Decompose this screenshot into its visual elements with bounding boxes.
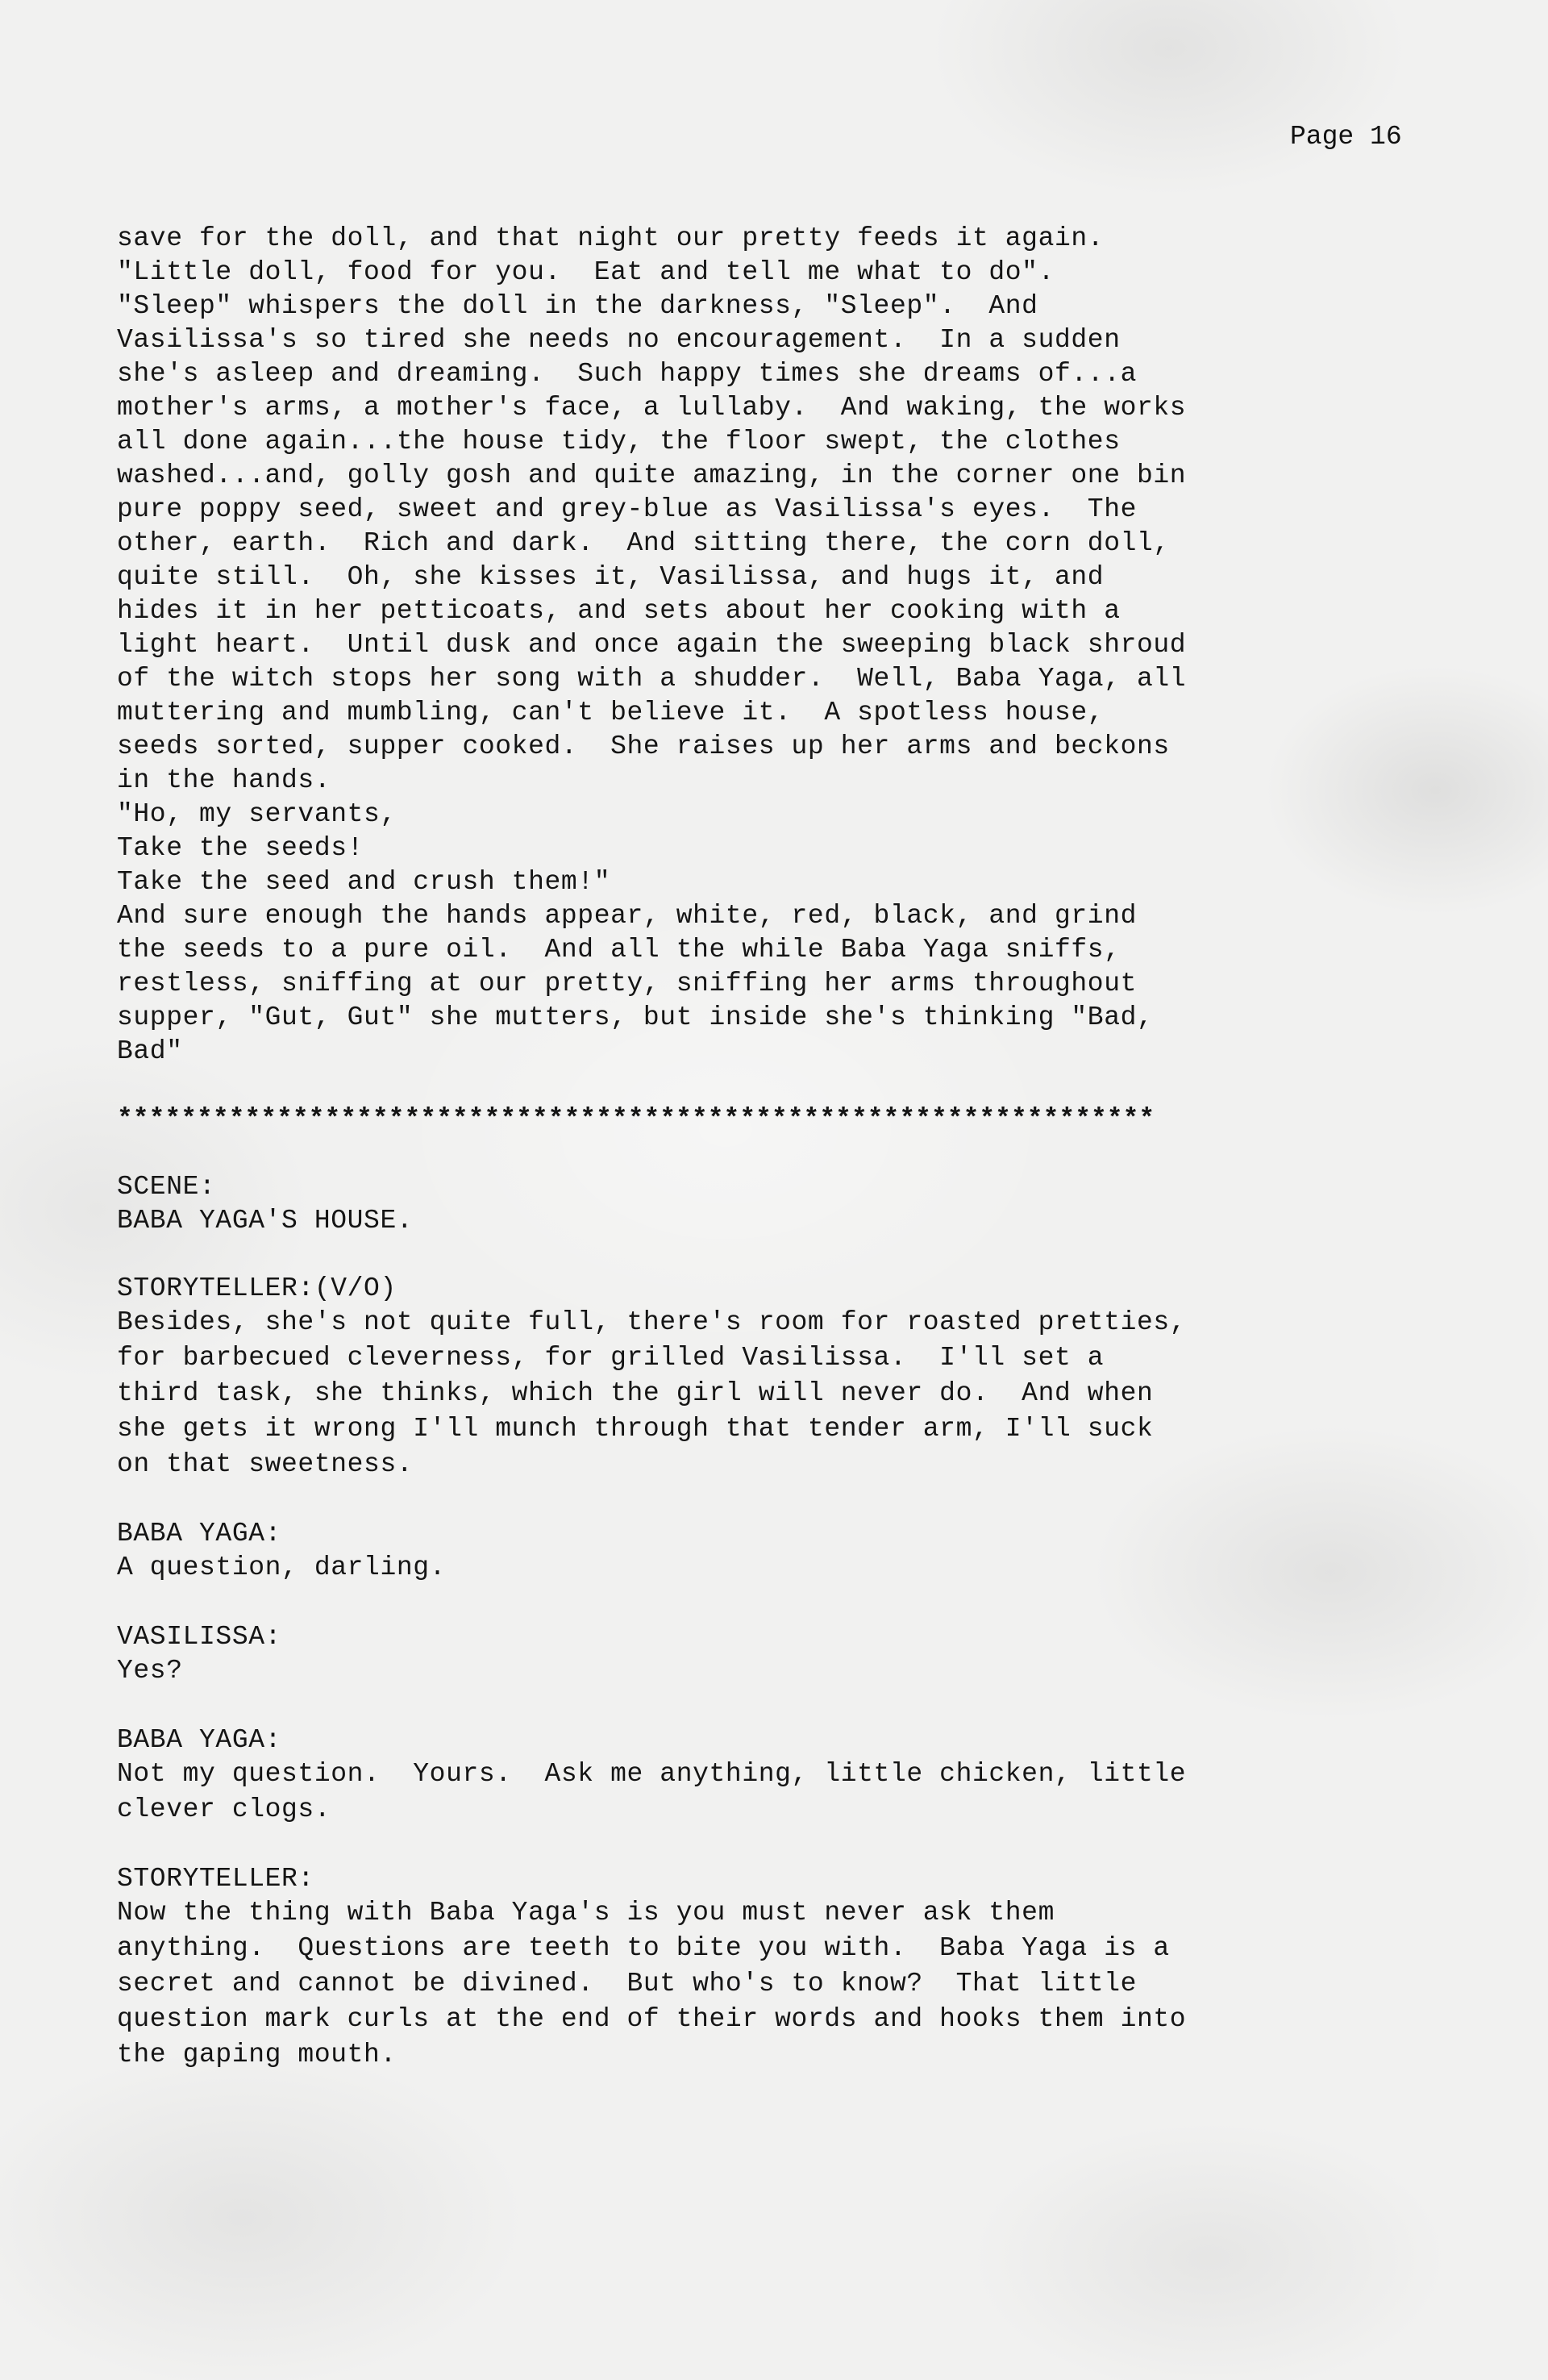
dialogue-line: Not my question. Yours. Ask me anything, little chicken, little: [117, 1759, 1187, 1789]
spacer: [117, 1238, 1455, 1272]
narrative-line: pure poppy seed, sweet and grey-blue as Vasilissa's eyes. The: [117, 494, 1137, 524]
narrative-line: the seeds to a pure oil. And all the while Baba Yaga sniffs,: [117, 935, 1121, 965]
narrative-line: washed...and, golly gosh and quite amazing, in the corner one bin: [117, 461, 1187, 490]
scene-location: BABA YAGA'S HOUSE.: [117, 1206, 414, 1236]
narrative-line: she's asleep and dreaming. Such happy times she dreams of...a: [117, 359, 1137, 389]
dialogue-line: question mark curls at the end of their words and hooks them into: [117, 2004, 1187, 2034]
dialogue-line: third task, she thinks, which the girl will never do. And when: [117, 1378, 1154, 1408]
narrative-line: "Little doll, food for you. Eat and tell me what to do".: [117, 257, 1055, 287]
scene-divider: *****************************************************************: [117, 1104, 1155, 1134]
spacer: [117, 1690, 1455, 1724]
speaker-name: BABA YAGA:: [117, 1725, 282, 1755]
narrative-line: mother's arms, a mother's face, a lullaby. And waking, the works: [117, 393, 1187, 423]
speaker-name: STORYTELLER:: [117, 1864, 314, 1894]
dialogue-block: [117, 1724, 1455, 1828]
scene-block: [117, 1170, 1455, 1238]
narrative-line: Take the seeds!: [117, 833, 364, 863]
dialogue-block: [117, 1272, 1455, 1483]
narrative-block: [117, 222, 1455, 1069]
narrative-line: quite still. Oh, she kisses it, Vasilissa, and hugs it, and: [117, 562, 1105, 592]
narrative-line: Bad": [117, 1036, 183, 1066]
narrative-line: "Sleep" whispers the doll in the darkness, "Sleep". And: [117, 291, 1038, 321]
narrative-line: other, earth. Rich and dark. And sitting there, the corn doll,: [117, 528, 1170, 558]
dialogue-line: the gaping mouth.: [117, 2040, 397, 2069]
narrative-line: "Ho, my servants,: [117, 799, 397, 829]
speaker-name: VASILISSA:: [117, 1622, 282, 1652]
narrative-line: Take the seed and crush them!": [117, 867, 611, 897]
dialogue-line: secret and cannot be divined. But who's to know? That little: [117, 1969, 1137, 1999]
narrative-line: supper, "Gut, Gut" she mutters, but inside she's thinking "Bad,: [117, 1002, 1154, 1032]
speaker-name: BABA YAGA:: [117, 1519, 282, 1548]
spacer: [117, 1483, 1455, 1517]
dialogue-block: [117, 1517, 1455, 1586]
spacer: [117, 1586, 1455, 1620]
speaker-name: STORYTELLER:(V/O): [117, 1273, 397, 1303]
script-body: [117, 222, 1455, 2074]
dialogue-line: for barbecued cleverness, for grilled Vasilissa. I'll set a: [117, 1343, 1105, 1373]
narrative-line: seeds sorted, supper cooked. She raises up her arms and beckons: [117, 732, 1170, 761]
dialogue-line: clever clogs.: [117, 1794, 331, 1824]
dialogue-line: A question, darling.: [117, 1553, 447, 1582]
dialogue-line: Now the thing with Baba Yaga's is you must never ask them: [117, 1898, 1055, 1928]
dialogue-line: she gets it wrong I'll munch through that tender arm, I'll suck: [117, 1414, 1154, 1444]
dialogue-line: on that sweetness.: [117, 1449, 414, 1479]
spacer: [117, 1828, 1455, 1862]
dialogue-line: anything. Questions are teeth to bite you with. Baba Yaga is a: [117, 1933, 1170, 1963]
dialogue-block: [117, 1620, 1455, 1690]
dialogue-block: [117, 1862, 1455, 2074]
narrative-line: save for the doll, and that night our pretty feeds it again.: [117, 223, 1105, 253]
narrative-line: muttering and mumbling, can't believe it. A spotless house,: [117, 698, 1105, 727]
narrative-line: restless, sniffing at our pretty, sniffing her arms throughout: [117, 969, 1137, 998]
narrative-line: light heart. Until dusk and once again the sweeping black shroud: [117, 630, 1187, 660]
narrative-line: all done again...the house tidy, the floor swept, the clothes: [117, 427, 1121, 456]
narrative-line: And sure enough the hands appear, white, red, black, and grind: [117, 901, 1137, 931]
dialogue-line: Yes?: [117, 1656, 183, 1686]
narrative-line: Vasilissa's so tired she needs no encouragement. In a sudden: [117, 325, 1121, 355]
spacer: [117, 1136, 1455, 1170]
page-number: Page 16: [1290, 122, 1402, 152]
narrative-line: hides it in her petticoats, and sets about her cooking with a: [117, 596, 1121, 626]
narrative-line: in the hands.: [117, 765, 331, 795]
dialogue-line: Besides, she's not quite full, there's room for roasted pretties,: [117, 1307, 1187, 1337]
scene-heading: SCENE:: [117, 1172, 216, 1202]
narrative-line: of the witch stops her song with a shudder. Well, Baba Yaga, all: [117, 664, 1187, 694]
spacer: [117, 1069, 1455, 1102]
